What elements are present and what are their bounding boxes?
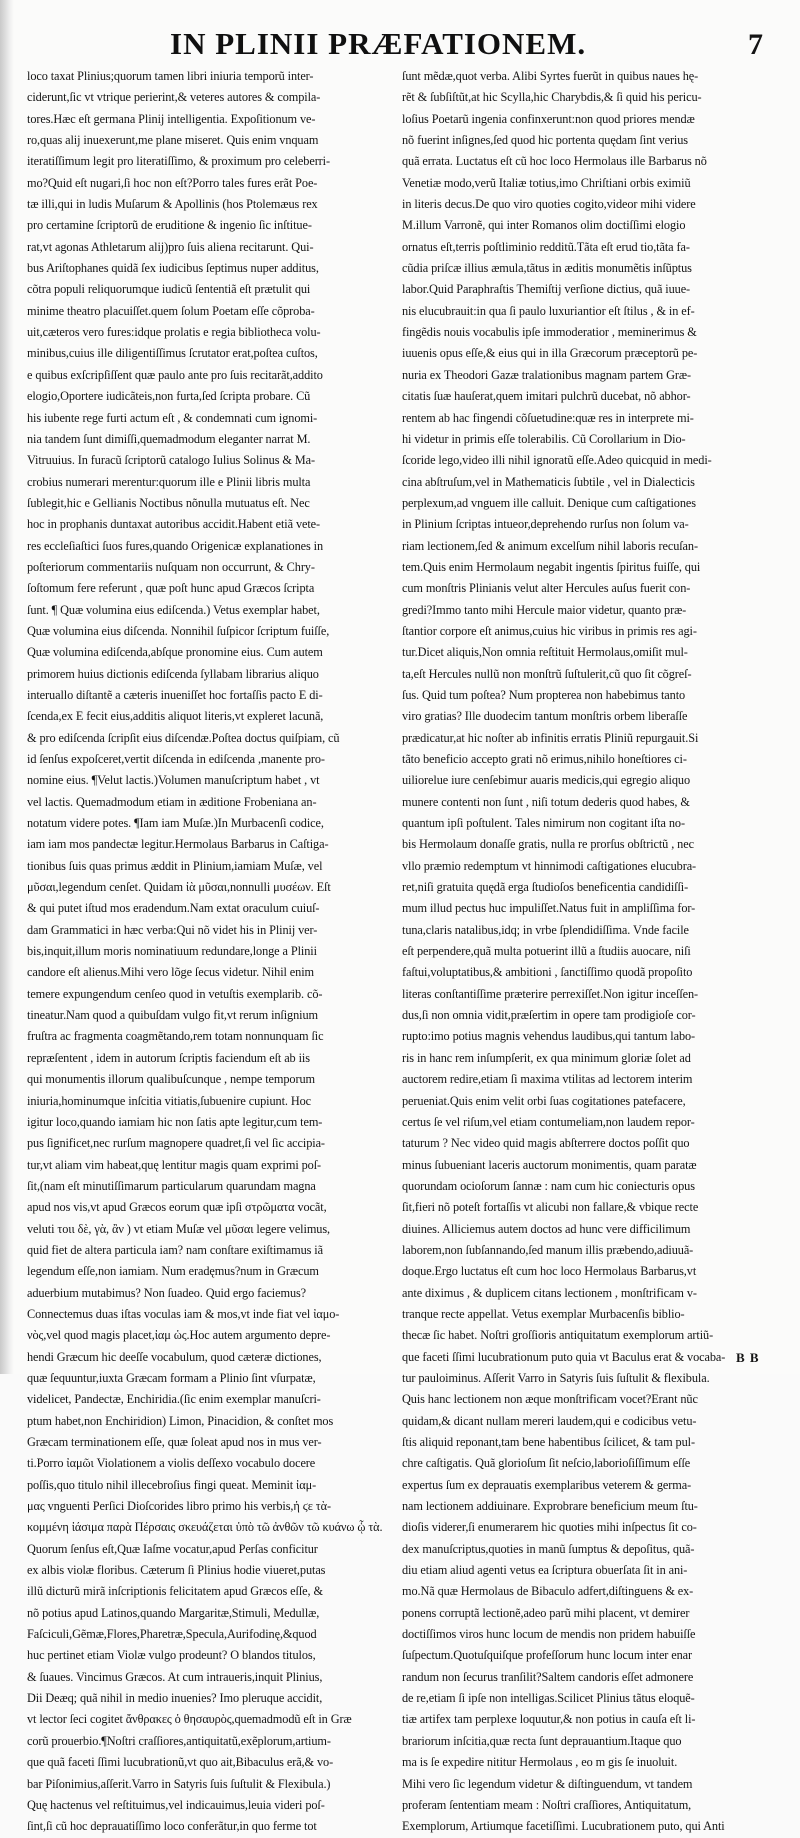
- text-line: tæ illi,qui in ludis Muſarum & Apollinis (hos Ptolemæus rex: [27, 197, 318, 212]
- text-line: ſcenda,ex E fecit eius,additis aliquot literis,vt expleret lacunã,: [27, 709, 324, 724]
- text-line: ſublegit,hic e Gellianis Noctibus nõnulla mutuatus eſt. Nec: [27, 495, 310, 510]
- text-line: ſunt. ¶ Quæ volumina eius ediſcenda.) Vetus exemplar habet,: [27, 602, 320, 617]
- text-line: μῦσαι,legendum cenſet. Quidam ἰὰ μῦσαι,nonnulli μυσέων. Eſt: [27, 880, 331, 895]
- text-line: nia tandem ſunt dimiſſi,quemadmodum eleganter narrat M.: [27, 431, 311, 446]
- text-line: labor.Quid Paraphraſtis Themiſtij verſione dictius, quã iuue-: [402, 282, 691, 297]
- text-line: faſtui,voluptatibus,& ambitioni , ſanctiſſimo quodã propoſito: [402, 965, 693, 980]
- text-line: legendum eſſe,non iamiam. Num eradęmus?num in Græcum: [27, 1264, 319, 1279]
- text-line: κομμένη ἰάσιμα παρὰ Πέρσαις σκευάζεται ὑπὸ τῶ ἀνθῶν τῶ κυάνω ᾧ τὰ.: [27, 1520, 383, 1535]
- text-line: uit,cæteros vero fures:idque prolatis e regia bibliotheca volu-: [27, 325, 321, 340]
- text-line: dus,ſi non omnia vidit,præſertim in opere tam prodigioſe cor-: [402, 1008, 696, 1023]
- text-line: cum monſtris Plinianis velut alter Hercules auſus fuerit con-: [402, 581, 691, 596]
- text-line: nomine eius. ¶Velut lactis.)Volumen manuſcriptum habet , vt: [27, 773, 320, 788]
- text-line: auctorem redire,etiam ſi maxima vtilitas ad lectorem interim: [402, 1072, 693, 1087]
- text-line: id ſenſus expoſceret,vertit diſcenda in ediſcenda ,manente pro-: [27, 752, 325, 766]
- text-line: aduerbium mutabimus? Non ſuadeo. Quid ergo faciemus?: [27, 1285, 307, 1300]
- text-line: nuria ex Theodori Gazæ tralationibus magnam partem Græ-: [402, 367, 691, 382]
- text-line: hendi Græcum hic deeſſe vocabulum, quod cæteræ dictiones,: [27, 1349, 322, 1364]
- text-line: temere expungendum cenſeo quod in vetuſtis exemplarib. cõ-: [27, 986, 323, 1001]
- text-line: dioſis viderer,ſi enumerarem hic quoties mihi inſpectus ſit co-: [402, 1520, 697, 1535]
- text-line: illũ dicturũ mirã inſcriptionis felicitatem apud Græcos eſſe, &: [27, 1584, 323, 1599]
- page-number: 7: [748, 28, 763, 61]
- text-line: pus ſignificet,nec rurſum magnopere quadret,ſi vel ſic accipia-: [27, 1136, 325, 1151]
- text-line: Quæ volumina eius diſcenda. Nonnihil ſuſpicor ſcriptum fuiſſe,: [27, 623, 330, 638]
- catchword: B B: [736, 1350, 760, 1365]
- text-line: ſit,(nam eſt minutiſſimarum particularum quarundam magna: [27, 1178, 316, 1193]
- text-line: minime theatro placuiſſet.quem ſolum Poetam eſſe cõproba-: [27, 303, 315, 318]
- text-line: Faſciculi,Gẽmæ,Flores,Pharetræ,Specula,Aurifodinę,&quod: [27, 1627, 317, 1642]
- text-line: que quã faceti ſſimi lucubrationũ,vt quo ait,Bibaculus erã,& vo-: [27, 1755, 334, 1770]
- text-line: laborem,non ſubſannando,ſed manum illis præbendo,adiuuã-: [402, 1242, 694, 1257]
- text-line: citatis ſuæ hauſerat,quem imitari pulchrũ ducebat, nõ abhor-: [402, 389, 691, 404]
- text-line: interuallo diſtantẽ a cæteris inueniſſet hoc fortaſſis pacto E di-: [27, 687, 323, 702]
- text-line: in Plinium ſcriptas intueor,deprehendo rurſus non ſolum va-: [402, 517, 689, 532]
- text-line: prædicatur,at hic noſter ab infinitis erratis Pliniũ repurgauit.Si: [402, 730, 699, 745]
- text-line: taturum ? Nec video quid magis abſterrere doctos poſſit quo: [402, 1136, 690, 1151]
- text-line: tur pauloiminus. Aſſerit Varro in Satyris ſuis ſuſtulit & flexibula.: [402, 1370, 710, 1385]
- text-line: literas conſtantiſſime præterire perrexiſſet.Non igitur inceſſen-: [402, 986, 699, 1001]
- text-line: νὸς,vel quod magis placet,ἰαμ ὡς.Hoc autem argumento depre-: [27, 1328, 331, 1343]
- text-line: ciderunt,ſic vt vtrique perierint,& veteres autores & compila-: [27, 90, 321, 105]
- text-line: doque.Ergo luctatus eſt cum hoc loco Hermolaus Barbarus,vt: [402, 1264, 697, 1279]
- text-line: rat,vt agonas Athletarum alij)pro ſuis aliena recitarunt. Qui-: [27, 239, 314, 254]
- text-line: perueniat.Quis enim velit orbi ſuas cogitationes patefacere,: [402, 1093, 686, 1108]
- text-line: ſtis aliquid reponant,tam bene habentibus ſcilicet, & tam pul-: [402, 1435, 695, 1449]
- text-line: notatum videre potes. ¶Iam iam Muſæ.)In Murbacenſi codice,: [27, 816, 324, 831]
- text-line: doctiſſimos viros hunc locum de mendis non pridem habuiſſe: [402, 1627, 696, 1642]
- text-line: vel lactis. Quemadmodum etiam in æditione Frobeniana an-: [27, 794, 317, 809]
- running-head: IN PLINII PRÆFATIONEM.: [170, 26, 587, 61]
- text-line: mo?Quid eſt nugari,ſi hoc non eſt?Porro tales fures erãt Poe-: [27, 175, 318, 190]
- text-line: veluti τοιι δὲ, γὰ, ἂν ) vt etiam Muſæ vel μῦσαι legere velimus,: [27, 1221, 330, 1236]
- text-line: corũ prouerbio.¶Noſtri craſſiores,antiquitatũ,exẽplorum,artium-: [27, 1733, 331, 1748]
- left-text-column: [27, 66, 397, 1838]
- text-line: tiæ artifex tam perplexe loquutur,& non potius in cauſa eſt li-: [402, 1712, 696, 1727]
- text-line: quæ ſequuntur,iuxta Græcam formam a Plinio ſint vſurpatæ,: [27, 1370, 316, 1385]
- text-line: ſtantior corpore eſt animus,cuius hic viribus in primis res agi-: [402, 623, 697, 638]
- text-line: loco taxat Plinius;quorum tamen libri iniuria temporũ inter-: [27, 69, 314, 83]
- text-line: poſſis,quo titulo nihil illecebroſius fingi queat. Meminit ἰαμ-: [27, 1477, 317, 1492]
- text-line: vt lector ſeci cogitet ἄνθρακες ὁ θησαυρὸς,quemadmodũ eſt in Græ: [27, 1712, 352, 1727]
- text-line: ſcoride lego,video illi nihil ignoratũ eſſe.Adeo quicquid in medi-: [402, 453, 712, 468]
- text-line: nõ potius apud Latinos,quando Margaritæ,Stimuli, Medullæ,: [27, 1605, 320, 1620]
- text-line: videlicet, Pandectæ, Enchiridia.(ſic enim exemplar manuſcri-: [27, 1392, 321, 1407]
- text-line: tionibus ſuis quas primus æddit in Plinium,iamiam Muſæ, vel: [27, 858, 323, 873]
- text-line: mum illud pectus huc impuliſſet.Natus fuit in ampliſſima for-: [402, 901, 696, 916]
- text-line: ris in hanc rem inſumpſerit, ex qua minimum gloriæ ſolet ad: [402, 1050, 691, 1065]
- text-line: repræſentent , idem in autorum ſcriptis faciendum eſt ab iis: [27, 1050, 310, 1065]
- text-line: ro,quas alij inuexerunt,me plane miseret. Quis enim vnquam: [27, 133, 319, 148]
- text-line: igitur loco,quando iamiam hic non ſatis apte legitur,cum tem-: [27, 1114, 323, 1129]
- right-text-column: [402, 66, 774, 1838]
- text-line: Connectemus duas iſtas voculas iam & mos,vt inde fiat vel ἰαμο-: [27, 1306, 340, 1321]
- text-line: nis elucubrauit:in qua ſi paulo luxuriantior eſt ſtilus , & in ef-: [402, 303, 695, 318]
- text-line: tur,vt aliam vim habeat,quę lentitur magis quam exprimi poſ-: [27, 1157, 322, 1172]
- text-line: minus ſubueniant laceris auctorum monimentis, quam paratæ: [402, 1157, 697, 1172]
- text-line: perplexum,ad vnguem ille calluit. Denique cum caſtigationes: [402, 495, 696, 510]
- text-line: quorundam ocioſorum ſannæ : nam cum hic coniecturis opus: [402, 1178, 695, 1193]
- text-line: tineatur.Nam quod a quibuſdam vulgo fit,vt rerum inſignium: [27, 1008, 318, 1023]
- text-line: viro gratias? Ille duodecim tantum monſtris orbem liberaſſe: [402, 709, 688, 724]
- text-line: & pro ediſcenda ſcripſit eius diſcendæ.Poſtea doctus quiſpiam, cũ: [27, 730, 340, 745]
- text-line: res eccleſiaſtici ſuos fures,quando Origenicæ explanationes in: [27, 538, 323, 553]
- text-line: ponens corruptã lectionẽ,adeo parũ mihi placent, vt demirer: [402, 1605, 690, 1620]
- text-line: fingẽdis nouis vocabulis ipſe immoderatior , meminerimus &: [402, 325, 697, 340]
- text-line: rupto:imo potius magnis vehendus laudibus,qui tantum labo-: [402, 1029, 696, 1044]
- text-line: ſit,fieri nõ poteſt fortaſſis vt alicubi non fallare,& vbique recte: [402, 1200, 699, 1215]
- text-line: Quis hanc lectionem non æque monſtrificam vocet?Erant nũc: [402, 1392, 698, 1407]
- text-line: Quorum ſenſus eſt,Quæ Iaſme vocatur,apud Perſas conficitur: [27, 1541, 318, 1556]
- text-line: nõ fuerint inſignes,ſed quod hic portenta quędam ſint verius: [402, 133, 688, 148]
- text-line: ſunt mẽdæ,quot verba. Alibi Syrtes fuerũt in quibus naues hę-: [402, 69, 699, 83]
- text-line: dam Grammatici in hæc verba:Qui nõ videt his in Plinij ver-: [27, 922, 318, 937]
- page-gutter-shadow: [0, 0, 14, 1374]
- text-line: fruſtra ac fragmenta coagmẽtando,rem totam nonnunquam ſic: [27, 1029, 324, 1044]
- text-line: ta,eſt Hercules nullũ non monſtrũ ſuſtulerit,cũ quo ſit cõgreſ-: [402, 666, 692, 681]
- text-line: Dii Deæq; quã nihil in medio inuenies? Imo pleruque accidit,: [27, 1691, 323, 1706]
- text-line: munere contenti non ſunt , niſi totum dederis quod habes, &: [402, 794, 690, 809]
- text-line: ptum habet,non Enchiridion) Limon, Pinacidion, & conſtet mos: [27, 1413, 334, 1428]
- text-line: ti.Porro ἰαμῶι Violationem a violis deſſexo vocabulo docere: [27, 1456, 316, 1471]
- text-line: ma is ſe expedire nititur Hermolaus , eo m gis ſe inuoluit.: [402, 1755, 678, 1770]
- text-line: bar Piſonimius,aſſerit.Varro in Satyris ſuis ſuſtulit & Flexibula.): [27, 1776, 331, 1791]
- text-line: bis,inquit,illum moris nominatiuum redundare,longe a Plinii: [27, 944, 317, 959]
- text-line: tranque recte appellat. Vetus exemplar Murbacenſis biblio-: [402, 1306, 685, 1321]
- text-line: ret,niſi gratuita quędã erga ſtudioſos beneficentia candidiſſi-: [402, 880, 689, 895]
- text-line: iam iam mos pandectæ legitur.Hermolaus Barbarus in Caſtiga-: [27, 837, 329, 852]
- text-line: cina abſtruſum,vel in Mathematicis ſubtile , vel in Dialecticis: [402, 474, 695, 489]
- text-line: bis Hermolaum donaſſe gratis, nulla re prorſus obſtrictũ , nec: [402, 837, 694, 852]
- text-line: riam lectionem,ſed & animum excelſum nihil laboris recuſan-: [402, 538, 698, 553]
- text-line: quã errata. Luctatus eſt cũ hoc loco Hermolaus ille Barbarus nõ: [402, 154, 707, 169]
- text-line: μας vnguenti Perſici Dioſcorides libro primo his verbis,ἡ ϛε τὰ-: [27, 1499, 331, 1514]
- text-line: primorem huius dictionis ediſcenda ſyllabam librarius aliquo: [27, 666, 319, 681]
- text-line: gredi?Immo tanto mihi Hercule maior videtur, quanto præ-: [402, 602, 687, 617]
- text-line: & qui putet iſtud mos eradendum.Nam extat oraculum cuiuſ-: [27, 901, 320, 916]
- text-line: cõtra populi reliquorumque iudicũ ſententiã eſt prætulit qui: [27, 282, 311, 297]
- text-line: expertus ſum ex deprauatis exemplaribus veterem & germa-: [402, 1477, 692, 1492]
- text-line: mo.Nã quæ Hermolaus de Bibaculo adfert,diſtinguens & ex-: [402, 1584, 694, 1599]
- text-line: tores.Hæc eſt germana Plinij intelligentia. Expoſitionum ve-: [27, 111, 316, 126]
- text-line: & ſuaues. Vincimus Græcos. At cum intraueris,inquit Plinius,: [27, 1669, 323, 1684]
- text-line: vllo præmio redemptum vt hinnimodi caſtigationes elucubra-: [402, 858, 697, 873]
- text-line: Vitruuius. In furacũ ſcriptorũ catalogo Iulius Solinus & Ma-: [27, 453, 315, 468]
- text-line: ex albis violæ floribus. Cæterum ſi Plinius hodie viueret,putas: [27, 1563, 326, 1578]
- text-line: de re,etiam ſi ipſe non intelligas.Scilicet Plinius tãtus eloquẽ-: [402, 1691, 695, 1706]
- text-line: crobius numerari merentur:quorum ille e Plinii libris multa: [27, 474, 311, 489]
- text-line: rẽt & ſubſiſtũt,at hic Scylla,hic Charybdis,& ſi quid his pericu-: [402, 90, 702, 105]
- text-line: diu etiam aliud agenti vetus ea ſcriptura obuerſata ſit in ani-: [402, 1563, 688, 1578]
- text-line: qui monumentis illorum qualibuſcunque , nempe temporum: [27, 1072, 315, 1087]
- text-line: hoc in prophanis duntaxat autoribus accidit.Habent etiã vete-: [27, 517, 321, 532]
- text-line: quidam,& dicant nullam mereri laudem,qui e codicibus vetu-: [402, 1413, 697, 1428]
- text-line: nam lectionem addiuinare. Exprobrare beneficium meum ſtu-: [402, 1499, 698, 1514]
- text-line: dex manuſcriptus,quoties in manũ ſumptus & depoſitus, quã-: [402, 1541, 695, 1556]
- text-line: huc pertinet etiam Violæ vulgo prodeunt? O blandos titulos,: [27, 1648, 316, 1663]
- text-line: Mihi vero ſic legendum videtur & diſtinguendum, vt tandem: [402, 1776, 693, 1791]
- text-line: rentem ab hac fingendi cõſuetudine:quæ res in interprete mi-: [402, 410, 694, 425]
- text-line: loſius Poetarũ ingenia confinxerunt:non quod priores mendæ: [402, 111, 695, 126]
- text-line: e quibus exſcripſiſſent quæ paulo ante pro ſuis recitarãt,addito: [27, 367, 323, 382]
- text-line: ſint,ſi cũ hoc deprauatiſſimo loco conferãtur,in quo ferme tot: [27, 1819, 317, 1834]
- text-line: ſoſtomum fere referunt , quæ poſt hunc apud Græcos ſcripta: [27, 581, 315, 596]
- text-line: cũdia priſcæ illius æmula,tãtus in æditis monumẽtis inſũptus: [402, 261, 692, 276]
- text-line: elogio,Oportere iudicãteis,non furta,ſed ſcripta probare. Cũ: [27, 389, 311, 404]
- text-line: ornatus eſt,terris poſtliminio redditũ.Tãta eſt erud tio,tãta fa-: [402, 239, 690, 254]
- text-line: Venetiæ modo,verũ Italiæ totius,imo Chriſtiani orbis eximiũ: [402, 175, 691, 190]
- text-line: proferam ſententiam meam : Noſtri craſſiores, Antiquitatum,: [402, 1797, 692, 1812]
- text-line: minibus,cuius ille diligentiſſimus ſcrutator erat,poſtea cuſtos,: [27, 346, 318, 361]
- text-line: Quæ volumina ediſcenda,abſque pronomine eius. Cum autem: [27, 645, 323, 660]
- text-line: diuines. Alliciemus autem doctos ad hunc vere difficilimum: [402, 1221, 691, 1236]
- text-line: chre caſtigatis. Quã glorioſum ſit neſcio,laborioſiſſimum eſſe: [402, 1456, 691, 1471]
- text-line: ſuſpectum.Quotuſquiſque profeſſorum hunc locum inter enar: [402, 1648, 693, 1663]
- text-line: iuuenis opus eſſe,& eius qui in illa Græcorum præceptorũ pe-: [402, 346, 698, 361]
- text-line: thecæ ſic habet. Noſtri groſſioris antiquitatum exemplorum artiũ-: [402, 1328, 714, 1343]
- text-line: M.illum Varronẽ, qui inter Romanos olim doctiſſimi elogio: [402, 218, 686, 233]
- text-line: in literis decus.De quo viro quoties cogito,videor mihi videre: [402, 197, 696, 212]
- text-line: tuna,claris natalibus,idq; in vrbe ſplendidiſſima. Vnde facile: [402, 922, 689, 937]
- text-line: eſt perpendere,quã multa potuerint illũ a ſtudiis auocare, niſi: [402, 944, 691, 959]
- text-line: tur.Dicet aliquis,Non omnia reſtituit Hermolaus,omiſit mul-: [402, 645, 688, 660]
- text-line: quantum ipſi poſtulent. Tales nimirum non cogitant iſta no-: [402, 816, 685, 831]
- text-line: ſus. Quid tum poſtea? Num propterea non habebimus tanto: [402, 687, 686, 702]
- text-line: his iubente rege furti actum eſt , & condemnati cum ignomi-: [27, 410, 318, 425]
- text-line: certus ſe vel riſum,vel etiam contumeliam,non laudem repor-: [402, 1114, 695, 1129]
- text-line: uiliorelue iure cenſebimur auaris medicis,qui egregio aliquo: [402, 773, 691, 788]
- text-line: Græcam terminationem eſſe, quæ ſoleat apud nos in mus ver-: [27, 1435, 322, 1449]
- text-line: randum non ſecurus tranſilit?Saltem candoris eſſet admonere: [402, 1669, 694, 1684]
- text-line: brariorum inſcitia,quæ recta ſunt deprauantium.Itaque quo: [402, 1733, 682, 1748]
- text-line: Quę hactenus vel reſtituimus,vel indicauimus,leuia videri poſ-: [27, 1797, 325, 1812]
- text-line: hi videtur in primis eſſe tolerabilis. Cũ Corollarium in Dio-: [402, 431, 686, 446]
- text-line: tãto beneficio accepto grati nõ erimus,nihilo honeſtiores ci-: [402, 752, 687, 766]
- text-line: iniuria,hominumque inſcitia vitiatis,ſubuenire cupiunt. Hoc: [27, 1093, 312, 1108]
- text-line: pro certamine ſcriptorũ de eruditione & ingenio ſic inſtitue-: [27, 218, 312, 233]
- text-line: quid fiet de altera particula iam? nam conſtare exiſtimamus iã: [27, 1242, 323, 1257]
- text-line: que faceti ſſimi lucubrationum puto quia vt Baculus erat & vocaba-: [402, 1349, 726, 1364]
- text-line: apud nos vis,vt apud Græcos eorum quæ ipſi στρῶματα vocãt,: [27, 1200, 327, 1215]
- text-line: ante diximus , & duplicem citans lectionem , monſtrificam v-: [402, 1285, 697, 1300]
- text-line: iteratiſſimum legit pro literatiſſimo, & proximum pro celeberri-: [27, 154, 330, 169]
- text-line: bus Ariſtophanes quidã ſex iudicibus ſeptimus nuper additus,: [27, 261, 319, 276]
- text-line: Exemplorum, Artiumque facetiſſimi. Lucubrationem puto, qui Anti: [402, 1819, 725, 1834]
- text-line: tem.Quis enim Hermolaum negabit ingentis ſpiritus fuiſſe, qui: [402, 559, 701, 574]
- text-line: poſteriorum commentariis nuſquam non occurrunt, & Chry-: [27, 559, 315, 574]
- text-line: candore eſt alienus.Mihi vero lõge ſecus videtur. Nihil enim: [27, 965, 315, 980]
